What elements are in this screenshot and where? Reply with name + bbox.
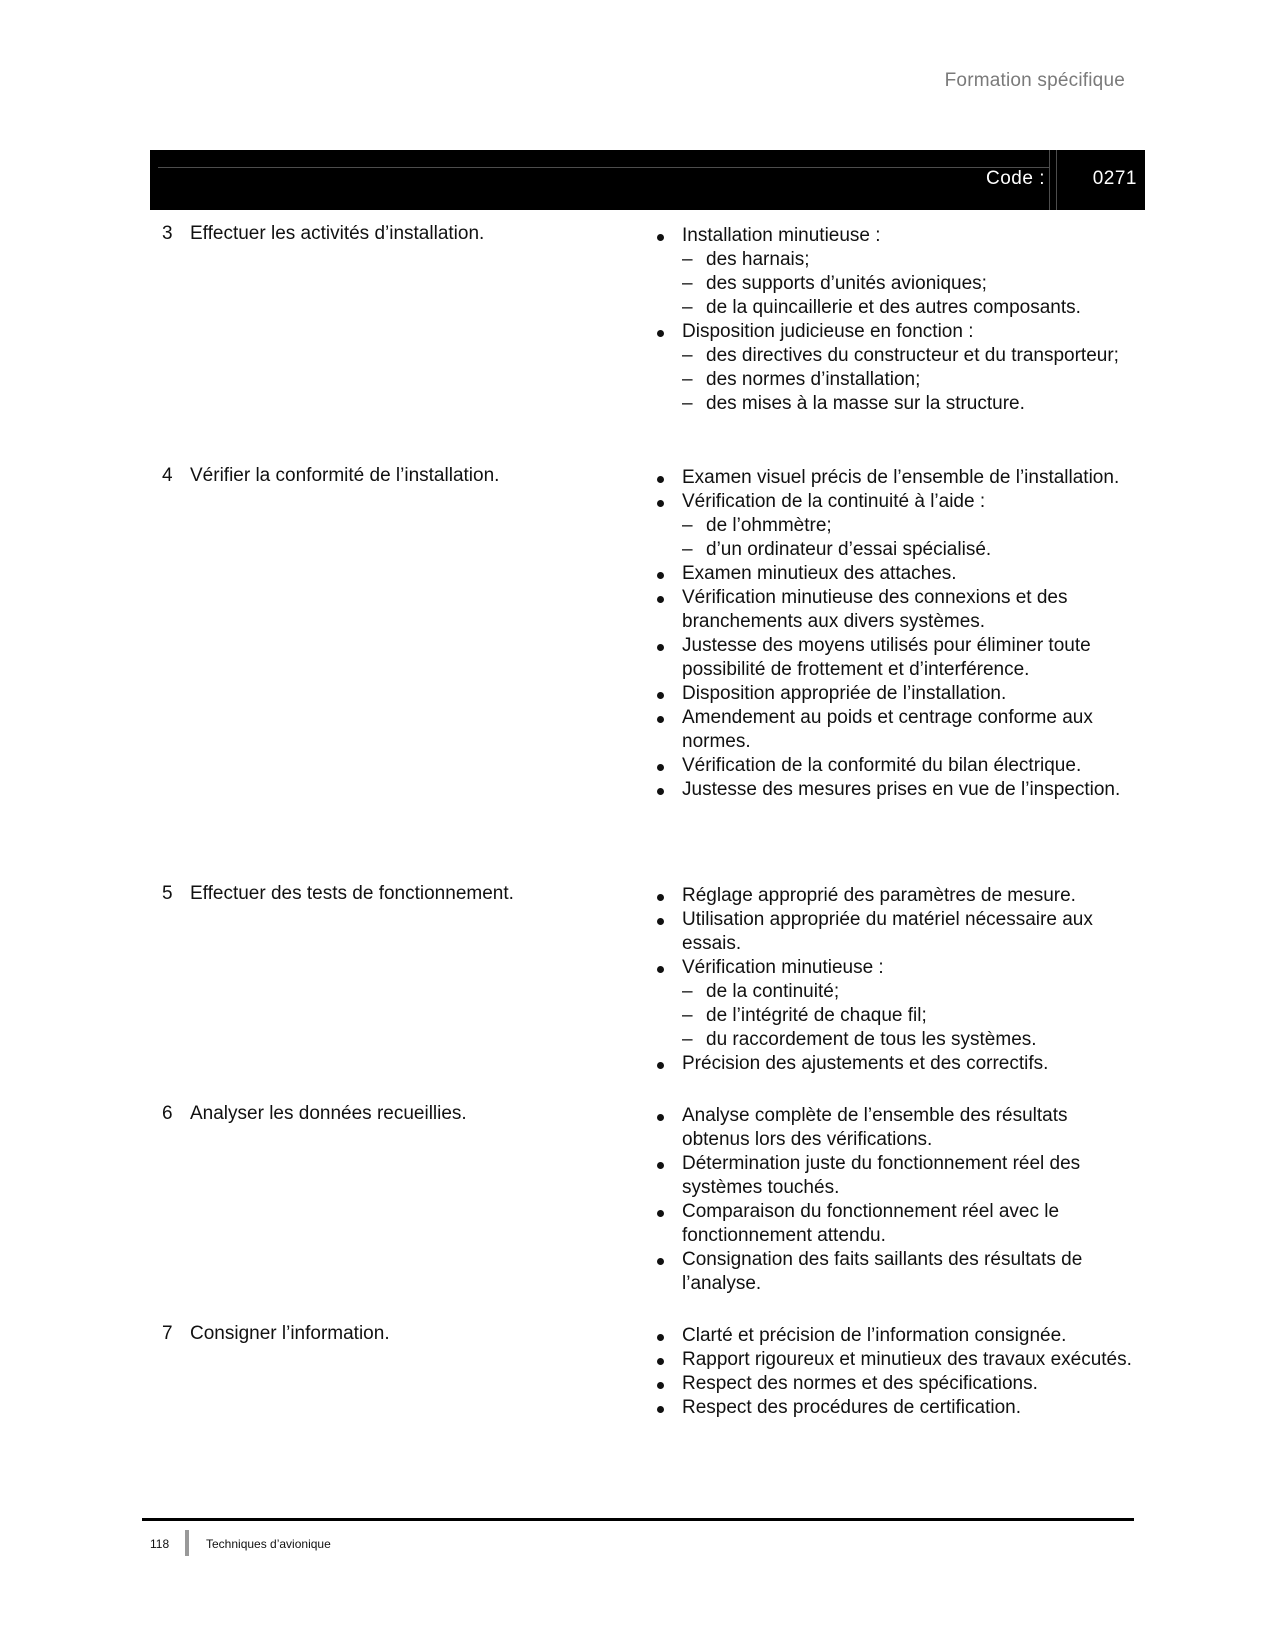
criterion [652, 1052, 1132, 1076]
sub-item: – des mises à la masse sur la structure. [682, 393, 1025, 414]
sub-list [682, 514, 1132, 562]
bullet-icon [657, 716, 664, 723]
bullet-icon [657, 330, 664, 337]
criterion-text: Comparaison du fonctionnement réel avec le fonctionnement attendu. [682, 1201, 1060, 1246]
criterion-text: Disposition judicieuse en fonction : [682, 321, 974, 342]
footer-rule [142, 1518, 1134, 1521]
criterion [652, 1396, 1132, 1420]
criterion-text: Examen minutieux des attaches. [682, 563, 957, 584]
code-value: 0271 [1092, 168, 1137, 189]
criterion-text: Utilisation appropriée du matériel nécessaire aux essais. [682, 909, 1093, 954]
criteria-list [652, 1324, 1132, 1420]
criterion-text: Clarté et précision de l’information consignée. [682, 1325, 1067, 1346]
sub-item-text: des directives du constructeur et du transporteur; [706, 345, 1119, 366]
criterion-text: Détermination juste du fonctionnement réel des systèmes touchés. [682, 1153, 1081, 1198]
bullet-icon [657, 1114, 664, 1121]
sub-list [682, 980, 1132, 1052]
criterion [652, 1372, 1132, 1396]
sub-item: – de la continuité; [682, 981, 840, 1002]
criterion [652, 562, 1132, 586]
criterion [652, 224, 1132, 320]
sub-item-text: de la quincaillerie et des autres composants. [706, 297, 1081, 318]
sub-item: – des supports d’unités avioniques; [682, 273, 987, 294]
code-bar-rule [158, 167, 1049, 168]
criterion [652, 754, 1132, 778]
step-number: 6 [162, 1103, 173, 1124]
criterion [652, 320, 1132, 416]
criterion-text: Justesse des mesures prises en vue de l’inspection. [682, 779, 1121, 800]
criterion-text: Vérification minutieuse des connexions et des branchements aux divers systèmes. [682, 587, 1068, 632]
criterion [652, 778, 1132, 802]
criterion-text: Respect des procédures de certification. [682, 1397, 1022, 1418]
criterion [652, 466, 1132, 490]
bullet-icon [657, 894, 664, 901]
sub-item: – d’un ordinateur d’essai spécialisé. [682, 539, 992, 560]
sub-item-text: des supports d’unités avioniques; [706, 273, 987, 294]
sub-item-text: de l’ohmmètre; [706, 515, 832, 536]
sub-item-text: d’un ordinateur d’essai spécialisé. [706, 539, 992, 560]
criterion [652, 490, 1132, 562]
criterion [652, 884, 1132, 908]
step-number: 7 [162, 1323, 173, 1344]
bullet-icon [657, 1382, 664, 1389]
running-head: Formation spécifique [944, 70, 1125, 91]
sub-item: – des normes d’installation; [682, 369, 921, 390]
criterion [652, 1248, 1132, 1296]
criterion [652, 1348, 1132, 1372]
sub-item: – des harnais; [682, 249, 810, 270]
step [162, 1322, 390, 1346]
criterion [652, 682, 1132, 706]
code-label: Code : [986, 168, 1045, 189]
step [162, 1102, 467, 1126]
criterion-text: Respect des normes et des spécifications. [682, 1373, 1038, 1394]
step-number: 5 [162, 883, 173, 904]
footer-separator [185, 1530, 189, 1556]
bullet-icon [657, 1210, 664, 1217]
step-text: Analyser les données recueillies. [190, 1103, 467, 1124]
bullet-icon [657, 644, 664, 651]
step-text: Effectuer les activités d’installation. [190, 223, 485, 244]
sub-item-text: de l’intégrité de chaque fil; [706, 1005, 927, 1026]
sub-item: – de la quincaillerie et des autres composants. [682, 297, 1081, 318]
criteria-list [652, 224, 1132, 416]
sub-item: – de l’ohmmètre; [682, 515, 832, 536]
criteria-list [652, 884, 1132, 1076]
step [162, 222, 484, 246]
bullet-icon [657, 788, 664, 795]
bullet-icon [657, 692, 664, 699]
criterion-text: Justesse des moyens utilisés pour éliminer toute possibilité de frottement et d’interférence. [682, 635, 1091, 680]
bullet-icon [657, 476, 664, 483]
step-text: Effectuer des tests de fonctionnement. [190, 883, 514, 904]
criterion-text: Vérification de la continuité à l’aide : [682, 491, 986, 512]
criterion-text: Examen visuel précis de l’ensemble de l’installation. [682, 467, 1120, 488]
criterion-text: Précision des ajustements et des correctifs. [682, 1053, 1049, 1074]
code-bar [150, 150, 1145, 210]
bullet-icon [657, 1062, 664, 1069]
bullet-icon [657, 234, 664, 241]
criterion [652, 908, 1132, 956]
criterion-text: Vérification minutieuse : [682, 957, 884, 978]
criterion [652, 634, 1132, 682]
sub-item-text: des mises à la masse sur la structure. [706, 393, 1025, 414]
criteria-list [652, 1104, 1132, 1296]
criterion [652, 706, 1132, 754]
criterion [652, 1324, 1132, 1348]
bullet-icon [657, 596, 664, 603]
bullet-icon [657, 1358, 664, 1365]
sub-item: – de l’intégrité de chaque fil; [682, 1005, 927, 1026]
criterion [652, 1152, 1132, 1200]
step-number: 4 [162, 465, 173, 486]
bullet-icon [657, 1334, 664, 1341]
sub-item: – des directives du constructeur et du transporteur; [682, 345, 1119, 366]
bullet-icon [657, 966, 664, 973]
criterion-text: Rapport rigoureux et minutieux des travaux exécutés. [682, 1349, 1132, 1370]
step-text: Vérifier la conformité de l’installation. [190, 465, 500, 486]
bullet-icon [657, 918, 664, 925]
bullet-icon [657, 764, 664, 771]
criterion [652, 1200, 1132, 1248]
code-bar-divider [1056, 150, 1057, 210]
step-text: Consigner l’information. [190, 1323, 390, 1344]
criterion-text: Analyse complète de l’ensemble des résultats obtenus lors des vérifications. [682, 1105, 1068, 1150]
criterion [652, 586, 1132, 634]
sub-list [682, 248, 1132, 320]
document-title: Techniques d’avionique [206, 1537, 331, 1551]
bullet-icon [657, 1406, 664, 1413]
criterion-text: Vérification de la conformité du bilan électrique. [682, 755, 1082, 776]
criterion-text: Installation minutieuse : [682, 225, 881, 246]
sub-item: – du raccordement de tous les systèmes. [682, 1029, 1037, 1050]
bullet-icon [657, 500, 664, 507]
step-number: 3 [162, 223, 173, 244]
criteria-list [652, 466, 1132, 802]
criterion [652, 1104, 1132, 1152]
criterion-text: Amendement au poids et centrage conforme aux normes. [682, 707, 1093, 752]
step [162, 882, 514, 906]
sub-item-text: du raccordement de tous les systèmes. [706, 1029, 1037, 1050]
sub-list [682, 344, 1132, 416]
code-bar-divider [1049, 150, 1050, 210]
step [162, 464, 499, 488]
bullet-icon [657, 572, 664, 579]
bullet-icon [657, 1258, 664, 1265]
bullet-icon [657, 1162, 664, 1169]
criterion-text: Réglage approprié des paramètres de mesure. [682, 885, 1076, 906]
sub-item-text: de la continuité; [706, 981, 840, 1002]
sub-item-text: des normes d’installation; [706, 369, 921, 390]
sub-item-text: des harnais; [706, 249, 810, 270]
page-number: 118 [150, 1537, 170, 1551]
criterion-text: Disposition appropriée de l’installation. [682, 683, 1007, 704]
criterion [652, 956, 1132, 1052]
criterion-text: Consignation des faits saillants des résultats de l’analyse. [682, 1249, 1083, 1294]
